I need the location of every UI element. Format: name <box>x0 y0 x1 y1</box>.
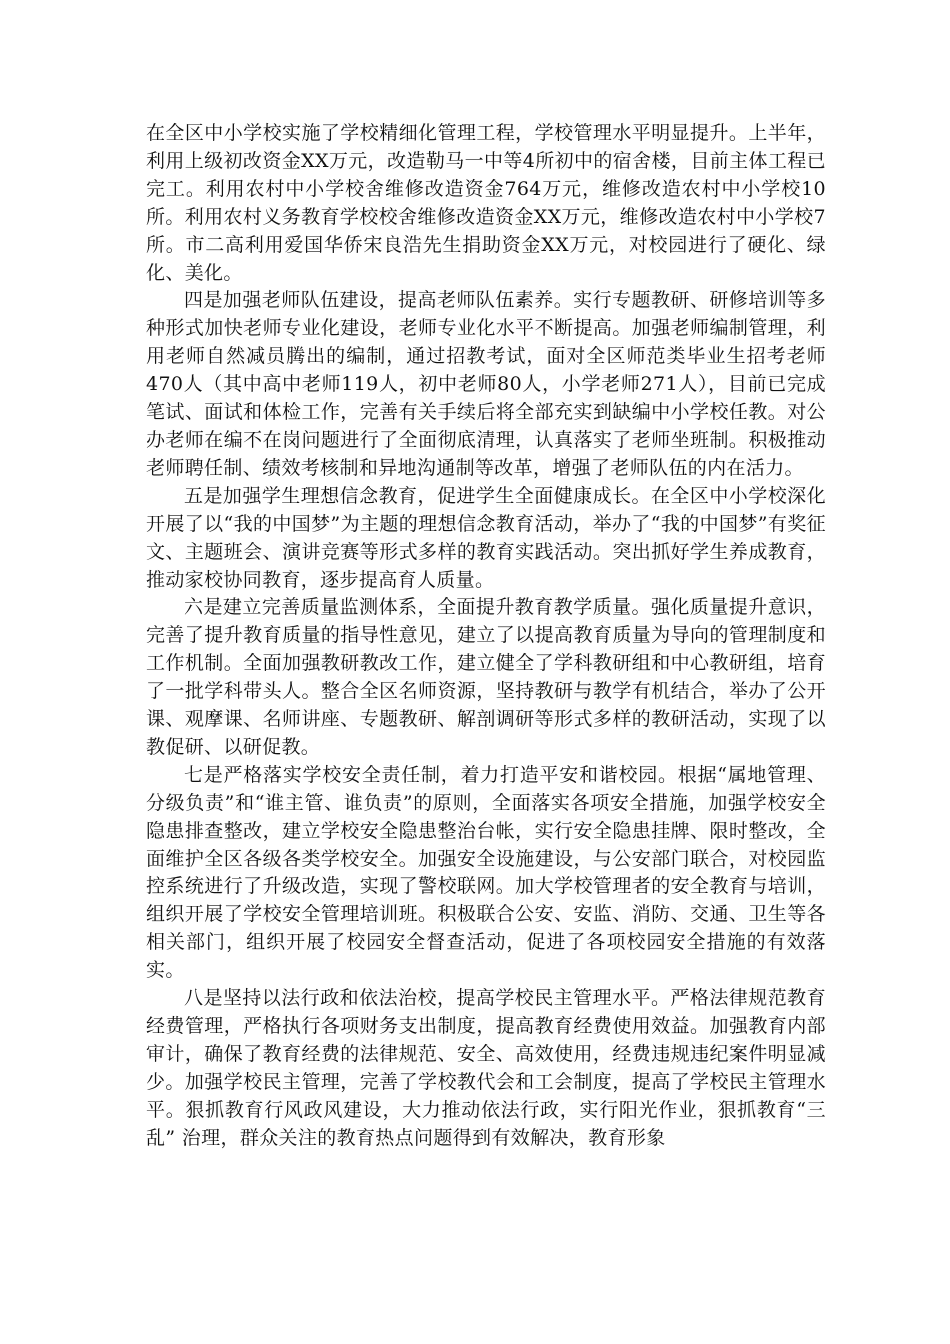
paragraph-continuation: 在全区中小学校实施了学校精细化管理工程，学校管理水平明显提升。上半年，利用上级初改资金XX万元，改造勒马一中等4所初中的宿舍楼，目前主体工程已完工。利用农村中小学校舍维修改造资金764万元，维修改造农村中小学校10所。利用农村义务教育学校校舍维修改造资金XX万元，维修改造农村中小学校7所。市二高利用爱国华侨宋良浩先生捐助资金XX万元，对校园进行了硬化、绿化、美化。 <box>146 122 826 284</box>
paragraph-student-education: 五是加强学生理想信念教育，促进学生全面健康成长。在全区中小学校深化开展了以“我的中国梦”为主题的理想信念教育活动，举办了“我的中国梦”有奖征文、主题班会、演讲竞赛等形式多样的教育实践活动。突出抓好学生养成教育，推动家校协同教育，逐步提高育人质量。 <box>146 484 826 591</box>
paragraph-quality-monitoring: 六是建立完善质量监测体系，全面提升教育教学质量。强化质量提升意识，完善了提升教育质量的指导性意见，建立了以提高教育质量为导向的管理制度和工作机制。全面加强教研教改工作，建立健全了学科教研组和中心教研组，培育了一批学科带头人。整合全区名师资源，坚持教研与教学有机结合，举办了公开课、观摩课、名师讲座、专题教研、解剖调研等形式多样的教研活动，实现了以教促研、以研促教。 <box>146 596 826 758</box>
paragraph-teacher-team: 四是加强老师队伍建设，提高老师队伍素养。实行专题教研、研修培训等多种形式加快老师专业化建设，老师专业化水平不断提高。加强老师编制管理，利用老师自然减员腾出的编制，通过招教考试，面对全区师范类毕业生招考老师470人（其中高中老师119人，初中老师80人，小学老师271人），目前已完成笔试、面试和体检工作，完善有关手续后将全部充实到缺编中小学校任教。对公办老师在编不在岗问题进行了全面彻底清理，认真落实了老师坐班制。积极推动老师聘任制、绩效考核制和异地沟通制等改革，增强了老师队伍的内在活力。 <box>146 289 826 479</box>
paragraph-school-safety: 七是严格落实学校安全责任制，着力打造平安和谐校园。根据“属地管理、分级负责”和“谁主管、谁负责”的原则，全面落实各项安全措施，加强学校安全隐患排查整改，建立学校安全隐患整治台帐，实行安全隐患挂牌、限时整改，全面维护全区各级各类学校安全。加强安全设施建设，与公安部门联合，对校园监控系统进行了升级改造，实现了警校联网。加大学校管理者的安全教育与培训，组织开展了学校安全管理培训班。积极联合公安、安监、消防、交通、卫生等各相关部门，组织开展了校园安全督查活动，促进了各项校园安全措施的有效落实。 <box>146 763 826 982</box>
document-page <box>146 120 826 1153</box>
paragraph-rule-of-law: 八是坚持以法行政和依法治校，提高学校民主管理水平。严格法律规范教育经费管理，严格执行各项财务支出制度，提高教育经费使用效益。加强教育内部审计，确保了教育经费的法律规范、安全、高效使用，经费违规违纪案件明显减少。加强学校民主管理，完善了学校教代会和工会制度，提高了学校民主管理水平。狠抓教育行风政风建设，大力推动依法行政，实行阳光作业，狠抓教育“三乱” 治理，群众关注的教育热点问题得到有效解决，教育形象 <box>146 987 826 1149</box>
